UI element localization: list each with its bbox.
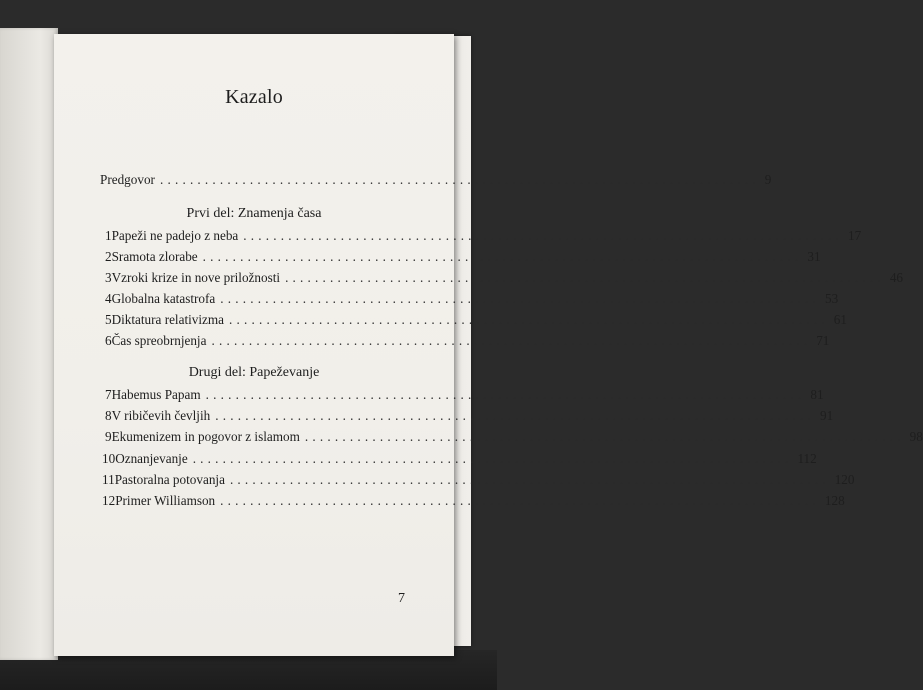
page-number: 7	[398, 591, 405, 606]
part-heading: Drugi del: Papeževanje	[188, 365, 320, 380]
toc-entry-title: Globalna katastrofa	[111, 291, 216, 306]
toc-entry-page: 128	[824, 493, 845, 508]
toc-entry-page: 120	[834, 472, 855, 487]
toc-entry	[102, 451, 817, 467]
toc-entry-preface	[100, 172, 772, 188]
toc-entry-number: 9	[105, 429, 112, 444]
toc-entry-page: 9	[764, 172, 772, 187]
left-page-edge	[0, 28, 58, 660]
toc-entry	[102, 493, 845, 509]
toc-entry-page: 98	[909, 429, 923, 444]
toc-entry	[105, 429, 923, 445]
toc-entry-number: 11	[102, 472, 115, 487]
part-heading: Prvi del: Znamenja časa	[186, 206, 322, 221]
toc-entry-title: Sramota zlorabe	[111, 249, 198, 264]
dot-leader: ................................................................................	[202, 249, 803, 264]
toc-entry	[105, 270, 903, 286]
toc-entry	[105, 387, 824, 403]
dot-leader: ................................................................................	[229, 312, 829, 327]
toc-entry-number: 8	[105, 408, 112, 423]
toc-entry-number: 3	[105, 270, 112, 285]
toc-entry	[105, 228, 862, 244]
toc-entry-title: Oznanjevanje	[115, 451, 188, 466]
toc-entry-title: Pastoralna potovanja	[114, 472, 225, 487]
toc-entry-title: Vzroki krize in nove priložnosti	[111, 270, 281, 285]
toc-entry-title: Predgovor	[100, 172, 155, 187]
toc-entry-page: 53	[824, 291, 839, 306]
toc-entry	[105, 291, 839, 307]
book-page	[54, 34, 923, 656]
toc-entry-page: 71	[816, 333, 830, 348]
toc-entry-page: 46	[889, 270, 903, 285]
dot-leader: ................................................................................	[211, 333, 812, 348]
toc-entry-page: 61	[833, 312, 847, 327]
dot-leader: ................................................................................	[192, 451, 793, 466]
toc-entry-number: 12	[102, 493, 116, 508]
toc-entry	[102, 472, 855, 488]
dot-leader: ................................................................................	[304, 429, 905, 444]
toc-entry-number: 10	[102, 451, 116, 466]
toc-entry-title: Čas spreobrnjenja	[111, 333, 207, 348]
toc-entry-number: 5	[105, 312, 112, 327]
toc-entry-number: 2	[105, 249, 112, 264]
toc-entry-title: Primer Williamson	[115, 493, 216, 508]
toc-entry-page: 17	[848, 228, 862, 243]
toc-entry	[105, 333, 830, 349]
toc-entry-number: 6	[105, 333, 112, 348]
dot-leader: ................................................................................	[220, 493, 820, 508]
dot-leader: ................................................................................	[205, 387, 806, 402]
dot-leader: ................................................................................	[243, 228, 844, 243]
background-surface	[0, 650, 497, 690]
toc-entry-title: Diktatura relativizma	[111, 312, 225, 327]
dot-leader: ................................................................................	[215, 408, 815, 423]
dot-leader: ................................................................................	[159, 172, 760, 187]
toc-entry-number: 7	[105, 387, 112, 402]
toc-entry-title: Papeži ne padejo z neba	[111, 228, 239, 243]
toc-entry-page: 81	[810, 387, 824, 402]
toc-entry	[105, 249, 821, 265]
dot-leader: ................................................................................	[229, 472, 830, 487]
toc-entry	[105, 408, 834, 424]
page-title: Kazalo	[225, 86, 283, 108]
toc-entry	[105, 312, 847, 328]
toc-entry-page: 112	[797, 451, 817, 466]
toc-entry-title: V ribičevih čevljih	[111, 408, 211, 423]
toc-entry-number: 4	[105, 291, 112, 306]
toc-entry-number: 1	[105, 228, 112, 243]
dot-leader: ................................................................................	[285, 270, 885, 285]
toc-entry-title: Ekumenizem in pogovor z islamom	[111, 429, 300, 444]
toc-entry-page: 91	[819, 408, 834, 423]
dot-leader: ................................................................................	[220, 291, 820, 306]
toc-entry-page: 31	[807, 249, 821, 264]
toc-entry-title: Habemus Papam	[111, 387, 201, 402]
